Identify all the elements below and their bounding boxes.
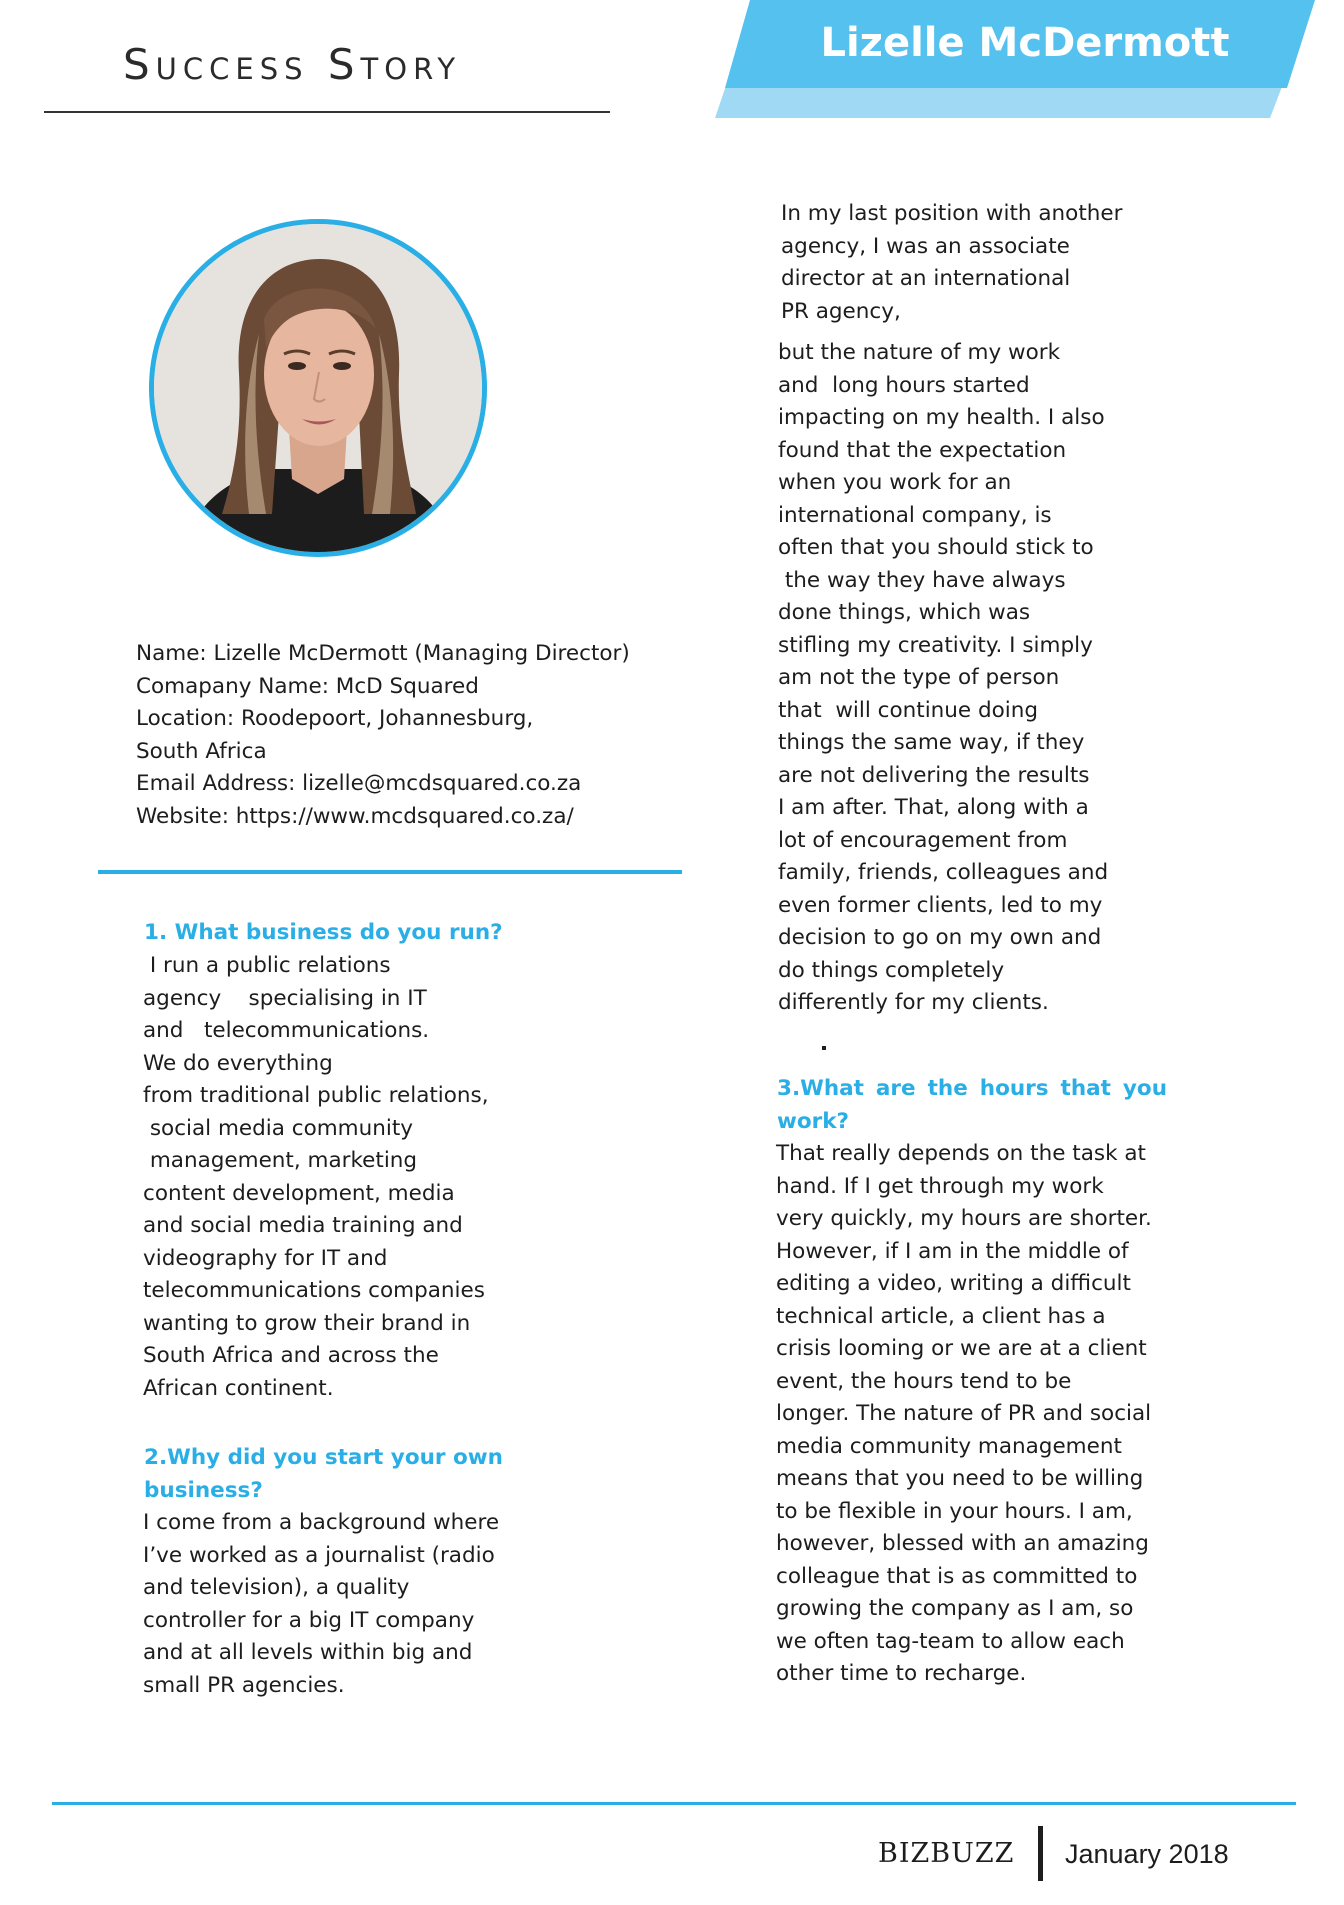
- q2-cont-line: often that you should stick to: [778, 535, 1094, 560]
- q3-heading-word: the: [927, 1076, 968, 1101]
- q1-line: South Africa and across the: [143, 1343, 439, 1368]
- q2-cont-intro-line: agency, I was an associate: [781, 233, 1070, 259]
- q1-line: content development, media: [143, 1180, 455, 1206]
- q2-continued: [778, 337, 1198, 1020]
- q2-cont-line: are not delivering the results: [778, 762, 1090, 788]
- q1-answer: [143, 950, 583, 1405]
- q3-line: to be flexible in your hours. I am,: [776, 1498, 1133, 1524]
- q3-heading-line: work?: [777, 1108, 850, 1134]
- q3-heading-line: [777, 1073, 1167, 1106]
- footer-date: January 2018: [1065, 1839, 1229, 1869]
- q2-cont-line: am not the type of person: [778, 665, 1060, 690]
- header-rule: [44, 111, 610, 113]
- q2-cont-line: and long hours started: [778, 372, 1030, 398]
- q3-line: growing the company as I am, so: [776, 1596, 1134, 1621]
- q3-line: other time to recharge.: [776, 1661, 1027, 1686]
- q1-heading: 1. What business do you run?: [144, 920, 503, 945]
- q2-line: and at all levels within big and: [143, 1640, 473, 1665]
- q2-continued-intro: [781, 198, 1201, 328]
- q3-line: very quickly, my hours are shorter.: [776, 1206, 1152, 1231]
- q3-heading-word: you: [1122, 1076, 1167, 1101]
- q1-line: and social media training and: [143, 1213, 463, 1238]
- q3-line: technical article, a client has a: [776, 1303, 1106, 1329]
- profile-location: Location: Roodepoort, Johannesburg,: [136, 706, 534, 731]
- q2-cont-line: decision to go on my own and: [778, 925, 1102, 950]
- profile-website: Website: https://www.mcdsquared.co.za/: [136, 803, 574, 829]
- q2-line: small PR agencies.: [143, 1672, 345, 1698]
- q3-heading-word: that: [1060, 1076, 1111, 1101]
- q2-line: I’ve worked as a journalist (radio: [143, 1542, 495, 1568]
- q1-line: videography for IT and: [143, 1245, 388, 1271]
- q1-line: I run a public relations: [143, 953, 391, 978]
- q2-cont-line: when you work for an: [778, 470, 1012, 495]
- q3-line: event, the hours tend to be: [776, 1368, 1072, 1394]
- q2-cont-intro-line: PR agency,: [781, 298, 901, 324]
- q1-line: from traditional public relations,: [143, 1083, 489, 1108]
- q2-cont-line: differently for my clients.: [778, 990, 1049, 1015]
- q2-cont-line: family, friends, colleagues and: [778, 860, 1109, 885]
- q3-line: colleague that is as committed to: [776, 1563, 1138, 1589]
- q3-line: crisis looming or we are at a client: [776, 1336, 1147, 1361]
- q3-answer: [776, 1138, 1206, 1691]
- q2-cont-line: found that the expectation: [778, 437, 1067, 463]
- q1-line: and telecommunications.: [143, 1018, 430, 1043]
- q3-line: That really depends on the task at: [776, 1141, 1146, 1166]
- q2-cont-line: lot of encouragement from: [778, 827, 1068, 853]
- q2-line: I come from a background where: [143, 1510, 500, 1535]
- portrait-illustration: [154, 224, 482, 552]
- q2-cont-line: do things completely: [778, 957, 1005, 983]
- q2-cont-line: that will continue doing: [778, 697, 1039, 723]
- q2-line: controller for a big IT company: [143, 1607, 475, 1633]
- q2-cont-line: international company, is: [778, 502, 1052, 528]
- banner-name: Lizelle McDermott: [820, 20, 1230, 66]
- q1-line: wanting to grow their brand in: [143, 1310, 471, 1336]
- q3-line: However, if I am in the middle of: [776, 1238, 1129, 1264]
- q3-heading-word: 3.What: [777, 1076, 864, 1101]
- q3-line: we often tag-team to allow each: [776, 1628, 1125, 1654]
- q3-line: longer. The nature of PR and social: [776, 1401, 1152, 1426]
- profile-name: Name: Lizelle McDermott (Managing Director): [136, 641, 630, 666]
- profile-divider: [98, 870, 682, 874]
- footer-brand: BIZBUZZ: [878, 1838, 1015, 1869]
- q1-line: We do everything: [143, 1050, 333, 1076]
- q3-line: hand. If I get through my work: [776, 1173, 1104, 1199]
- q1-line: African continent.: [143, 1375, 334, 1401]
- q2-cont-intro-line: director at an international: [781, 266, 1071, 291]
- q3-line: editing a video, writing a difficult: [776, 1271, 1131, 1296]
- profile-details: [136, 638, 696, 833]
- q2-heading-line: 2.Why did you start your own: [144, 1445, 503, 1470]
- profile-company: Comapany Name: McD Squared: [136, 673, 479, 699]
- q2-answer: [143, 1507, 583, 1702]
- stray-dot: [822, 1046, 826, 1050]
- q3-line: means that you need to be willing: [776, 1466, 1144, 1491]
- q2-cont-line: even former clients, led to my: [778, 892, 1103, 918]
- q2-cont-line: things the same way, if they: [778, 730, 1085, 755]
- q1-line: telecommunications companies: [143, 1278, 485, 1303]
- q3-heading: [777, 1073, 1167, 1138]
- q3-line: however, blessed with an amazing: [776, 1531, 1149, 1556]
- portrait-photo: [149, 219, 487, 557]
- section-label: Success Story: [123, 40, 462, 89]
- q2-cont-line: done things, which was: [778, 600, 1031, 625]
- q1-line: social media community: [143, 1115, 414, 1141]
- profile-location-country: South Africa: [136, 738, 267, 764]
- q3-line: media community management: [776, 1433, 1122, 1459]
- footer-rule: [52, 1802, 1296, 1805]
- q1-line: management, marketing: [143, 1148, 418, 1173]
- q2-heading: [144, 1442, 503, 1507]
- q2-cont-line: but the nature of my work: [778, 340, 1061, 365]
- q2-line: and television), a quality: [143, 1575, 410, 1600]
- q2-cont-line: impacting on my health. I also: [778, 405, 1105, 430]
- q1-line: agency specialising in IT: [143, 985, 427, 1011]
- q2-cont-line: the way they have always: [778, 567, 1066, 593]
- q3-heading-word: are: [875, 1076, 916, 1101]
- q2-heading-line: business?: [144, 1477, 263, 1503]
- q2-cont-line: I am after. That, along with a: [778, 795, 1089, 820]
- q2-cont-line: stifling my creativity. I simply: [778, 632, 1093, 658]
- q2-cont-intro-line: In my last position with another: [781, 201, 1123, 226]
- q3-heading-word: hours: [979, 1076, 1049, 1101]
- footer-separator: [1038, 1826, 1043, 1881]
- profile-email: Email Address: lizelle@mcdsquared.co.za: [136, 771, 582, 796]
